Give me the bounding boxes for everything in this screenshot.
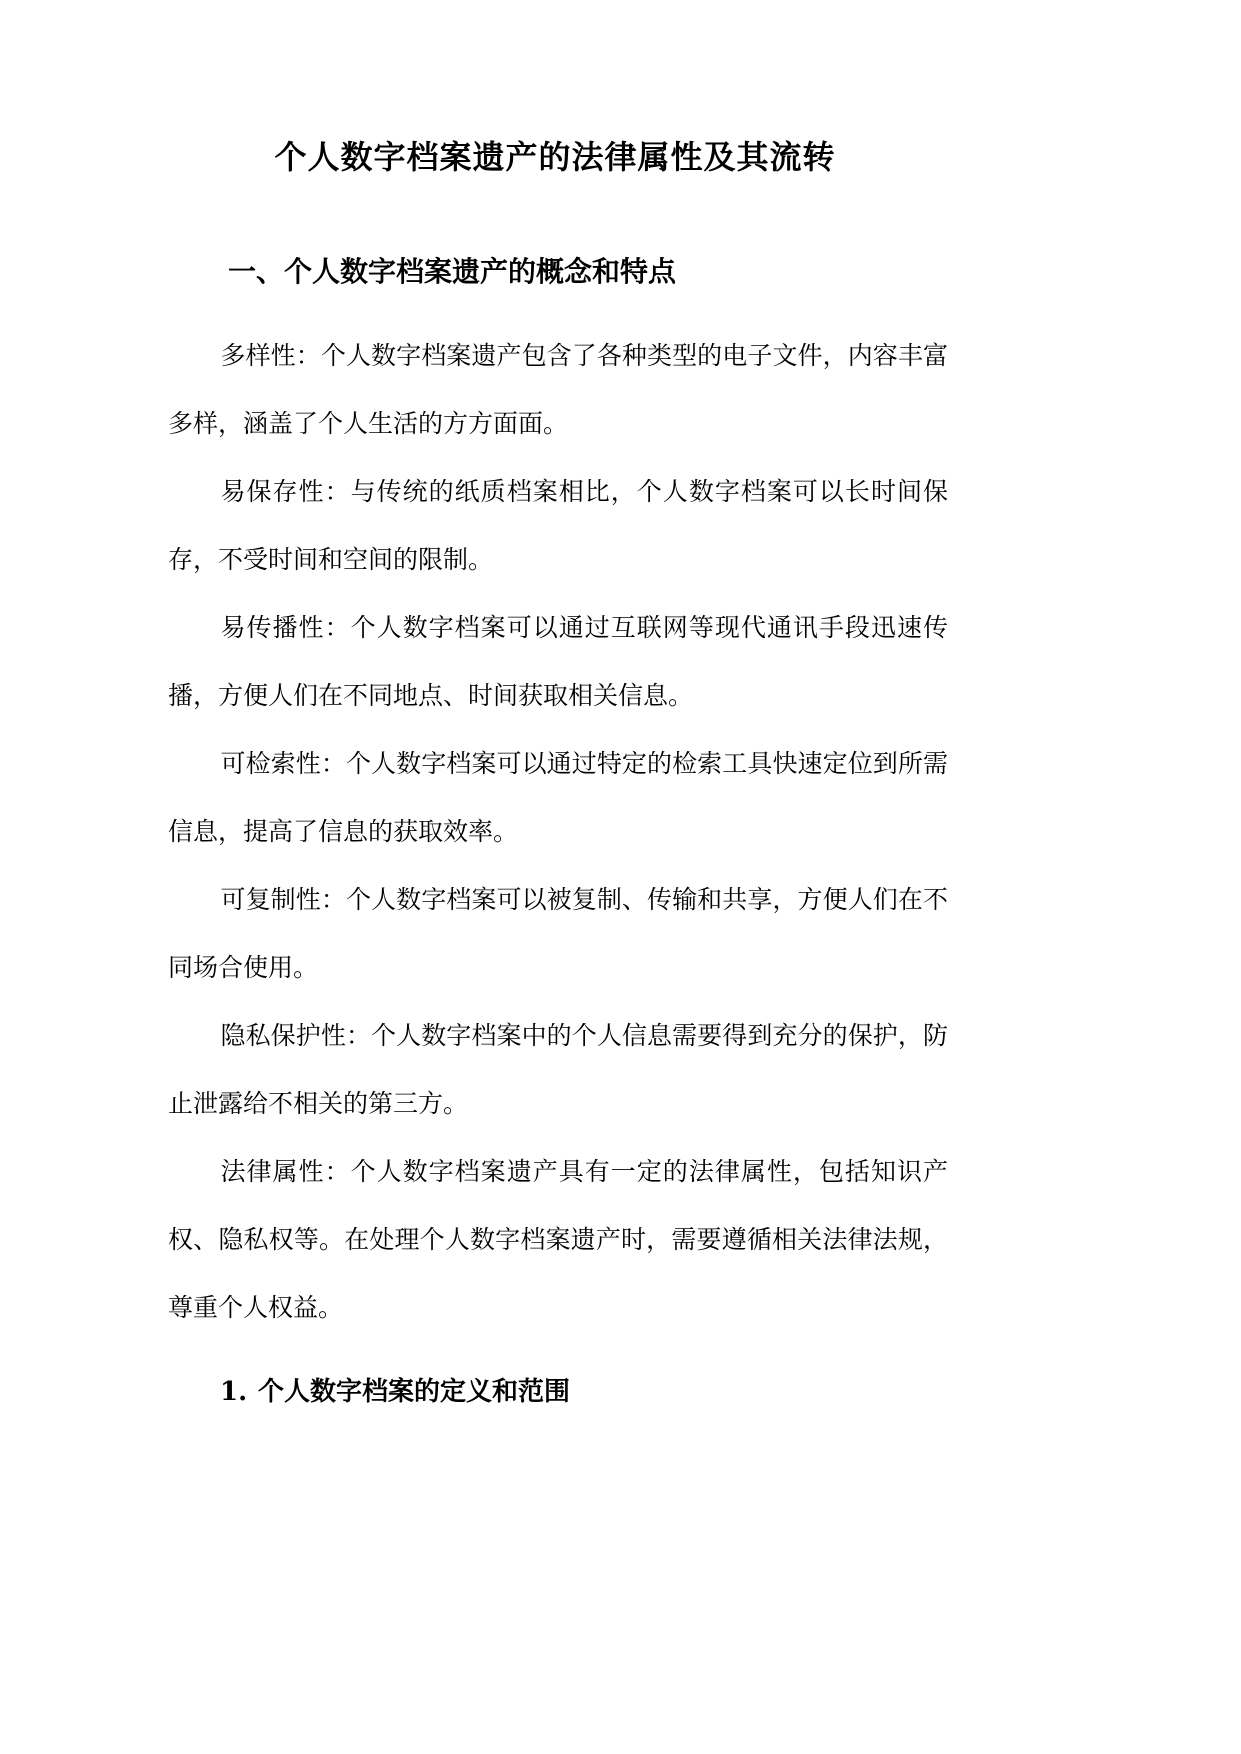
- section-body: [168, 322, 948, 1342]
- paragraph-spreadability: 易传播性：个人数字档案可以通过互联网等现代通讯手段迅速传播，方便人们在不同地点、时间获取相关信息。: [168, 613, 948, 710]
- subsection-title: 个人数字档案的定义和范围: [258, 1377, 571, 1407]
- section-heading: 一、个人数字档案遗产的概念和特点: [228, 255, 677, 288]
- paragraph-preservability: 易保存性：与传统的纸质档案相比，个人数字档案可以长时间保存，不受时间和空间的限制。: [168, 477, 948, 574]
- subsection-heading: [220, 1370, 570, 1414]
- subsection-number: 1.: [220, 1377, 248, 1407]
- paragraph-diversity: 多样性：个人数字档案遗产包含了各种类型的电子文件，内容丰富多样，涵盖了个人生活的方方面面。: [168, 341, 948, 438]
- paragraph-privacy-protection: 隐私保护性：个人数字档案中的个人信息需要得到充分的保护，防止泄露给不相关的第三方。: [168, 1021, 948, 1118]
- paragraph-reproducibility: 可复制性：个人数字档案可以被复制、传输和共享，方便人们在不同场合使用。: [168, 885, 948, 982]
- paragraph-legal-attributes: 法律属性：个人数字档案遗产具有一定的法律属性，包括知识产权、隐私权等。在处理个人数字档案遗产时，需要遵循相关法律法规，尊重个人权益。: [168, 1157, 948, 1322]
- document-title: 个人数字档案遗产的法律属性及其流转: [274, 138, 836, 176]
- paragraph-searchability: 可检索性：个人数字档案可以通过特定的检索工具快速定位到所需信息，提高了信息的获取效率。: [168, 749, 948, 846]
